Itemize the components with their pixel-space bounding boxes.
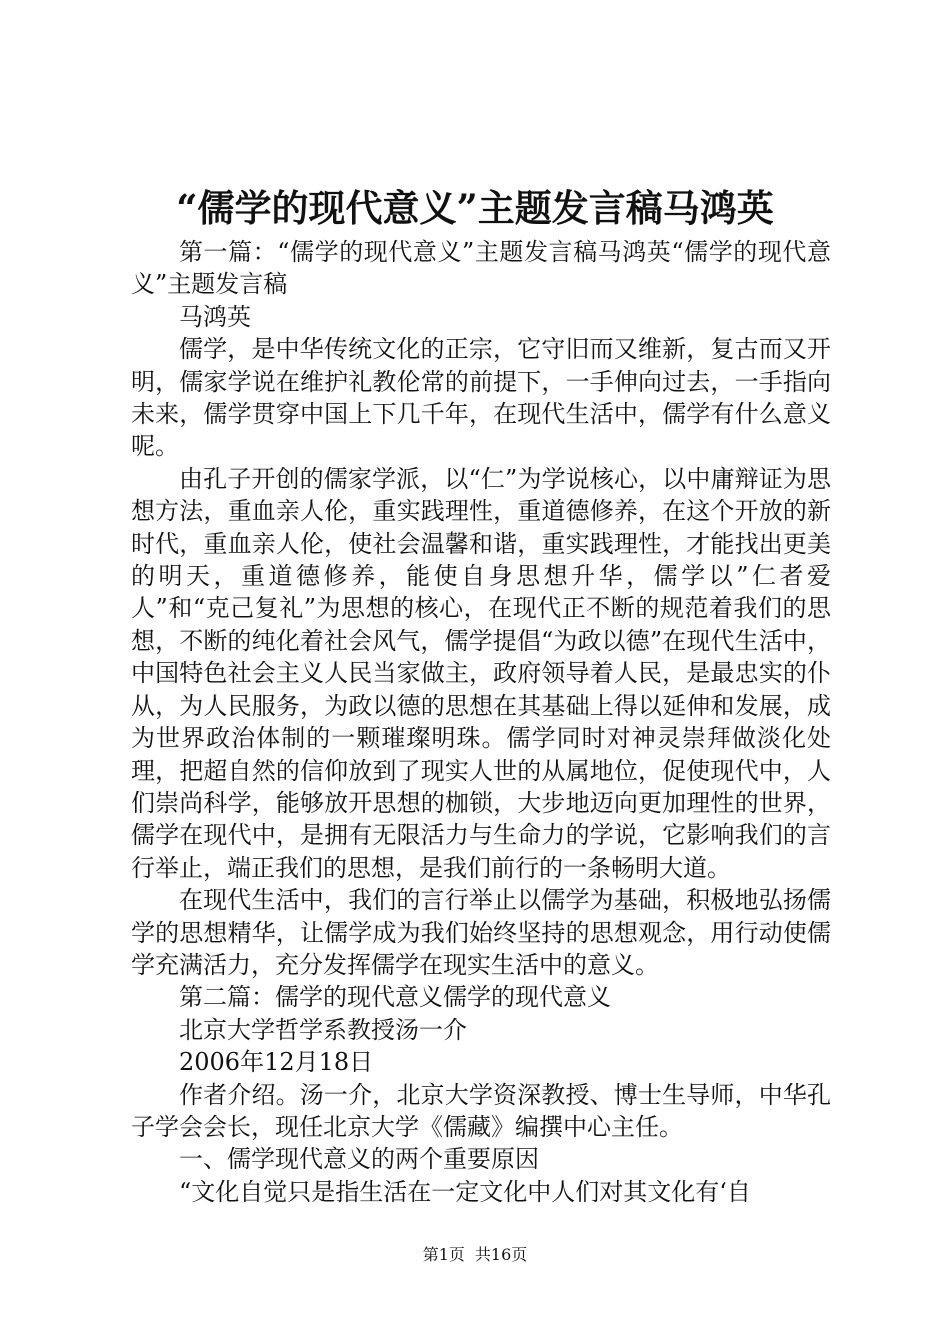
paragraph-author-name: 马鸿英: [179, 302, 251, 331]
page-number: 第1页: [422, 1245, 465, 1264]
paragraph-author-intro: 作者介绍。汤一介，北京大学资深教授、博士生导师，中华孔子学会会长，现任北京大学《儒藏》编撰中心主任。: [131, 1080, 831, 1141]
paragraph-section-two-heading: 第二篇：儒学的现代意义儒学的现代意义: [179, 983, 611, 1012]
document-title: “儒学的现代意义”主题发言稿马鸿英: [176, 186, 774, 230]
paragraph-quote: “文化自觉只是指生活在一定文化中人们对其文化有‘自: [179, 1177, 751, 1206]
paragraph-second-author: 北京大学哲学系教授汤一介: [179, 1015, 467, 1044]
paragraph-intro: 儒学，是中华传统文化的正宗，它守旧而又维新，复古而又开明，儒家学说在维护礼教伦常的前提下，一手伸向过去，一手指向未来，儒学贯穿中国上下几千年，在现代生活中，儒学有什么意义呢。: [131, 335, 831, 461]
paragraph-date: 2006年12月18日: [179, 1048, 374, 1077]
document-body: [131, 236, 831, 1208]
paragraph-modern-life: 在现代生活中，我们的言行举止以儒学为基础，积极地弘扬儒学的思想精华，让儒学成为我们始终坚持的思想观念，用行动使儒学充满活力，充分发挥儒学在现实生活中的意义。: [131, 886, 831, 979]
page-footer: [0, 1244, 950, 1266]
paragraph-confucian-school: 由孔子开创的儒家学派，以“仁”为学说核心，以中庸辩证为思想方法，重血亲人伦，重实践理性，重道德修养，在这个开放的新时代，重血亲人伦，使社会温馨和谐，重实践理性，才能找出更美的明天，重道德修养，能使自身思想升华，儒学以”仁者爱人”和“克己复礼”为思想的核心，在现代正不断的规范着我们的思想，不断的纯化着社会风气，儒学提倡“为政以德”在现代生活中，中国特色社会主义人民当家做主，政府领导着人民，是最忠实的仆从，为人民服务，为政以德的思想在其基础上得以延伸和发展，成为世界政治体制的一颗璀璨明珠。儒学同时对神灵崇拜做淡化处理，把超自然的信仰放到了现实人世的从属地位，促使现代中，人们崇尚科学，能够放开思想的枷锁，大步地迈向更加理性的世界，儒学在现代中，是拥有无限活力与生命力的学说，它影响我们的言行举止，端正我们的思想，是我们前行的一条畅明大道。: [131, 464, 831, 882]
paragraph-section-one-heading: 第一篇：“儒学的现代意义”主题发言稿马鸿英“儒学的现代意义”主题发言稿: [131, 238, 831, 299]
page-total: 共16页: [474, 1245, 528, 1264]
paragraph-subheading: 一、儒学现代意义的两个重要原因: [179, 1145, 539, 1174]
